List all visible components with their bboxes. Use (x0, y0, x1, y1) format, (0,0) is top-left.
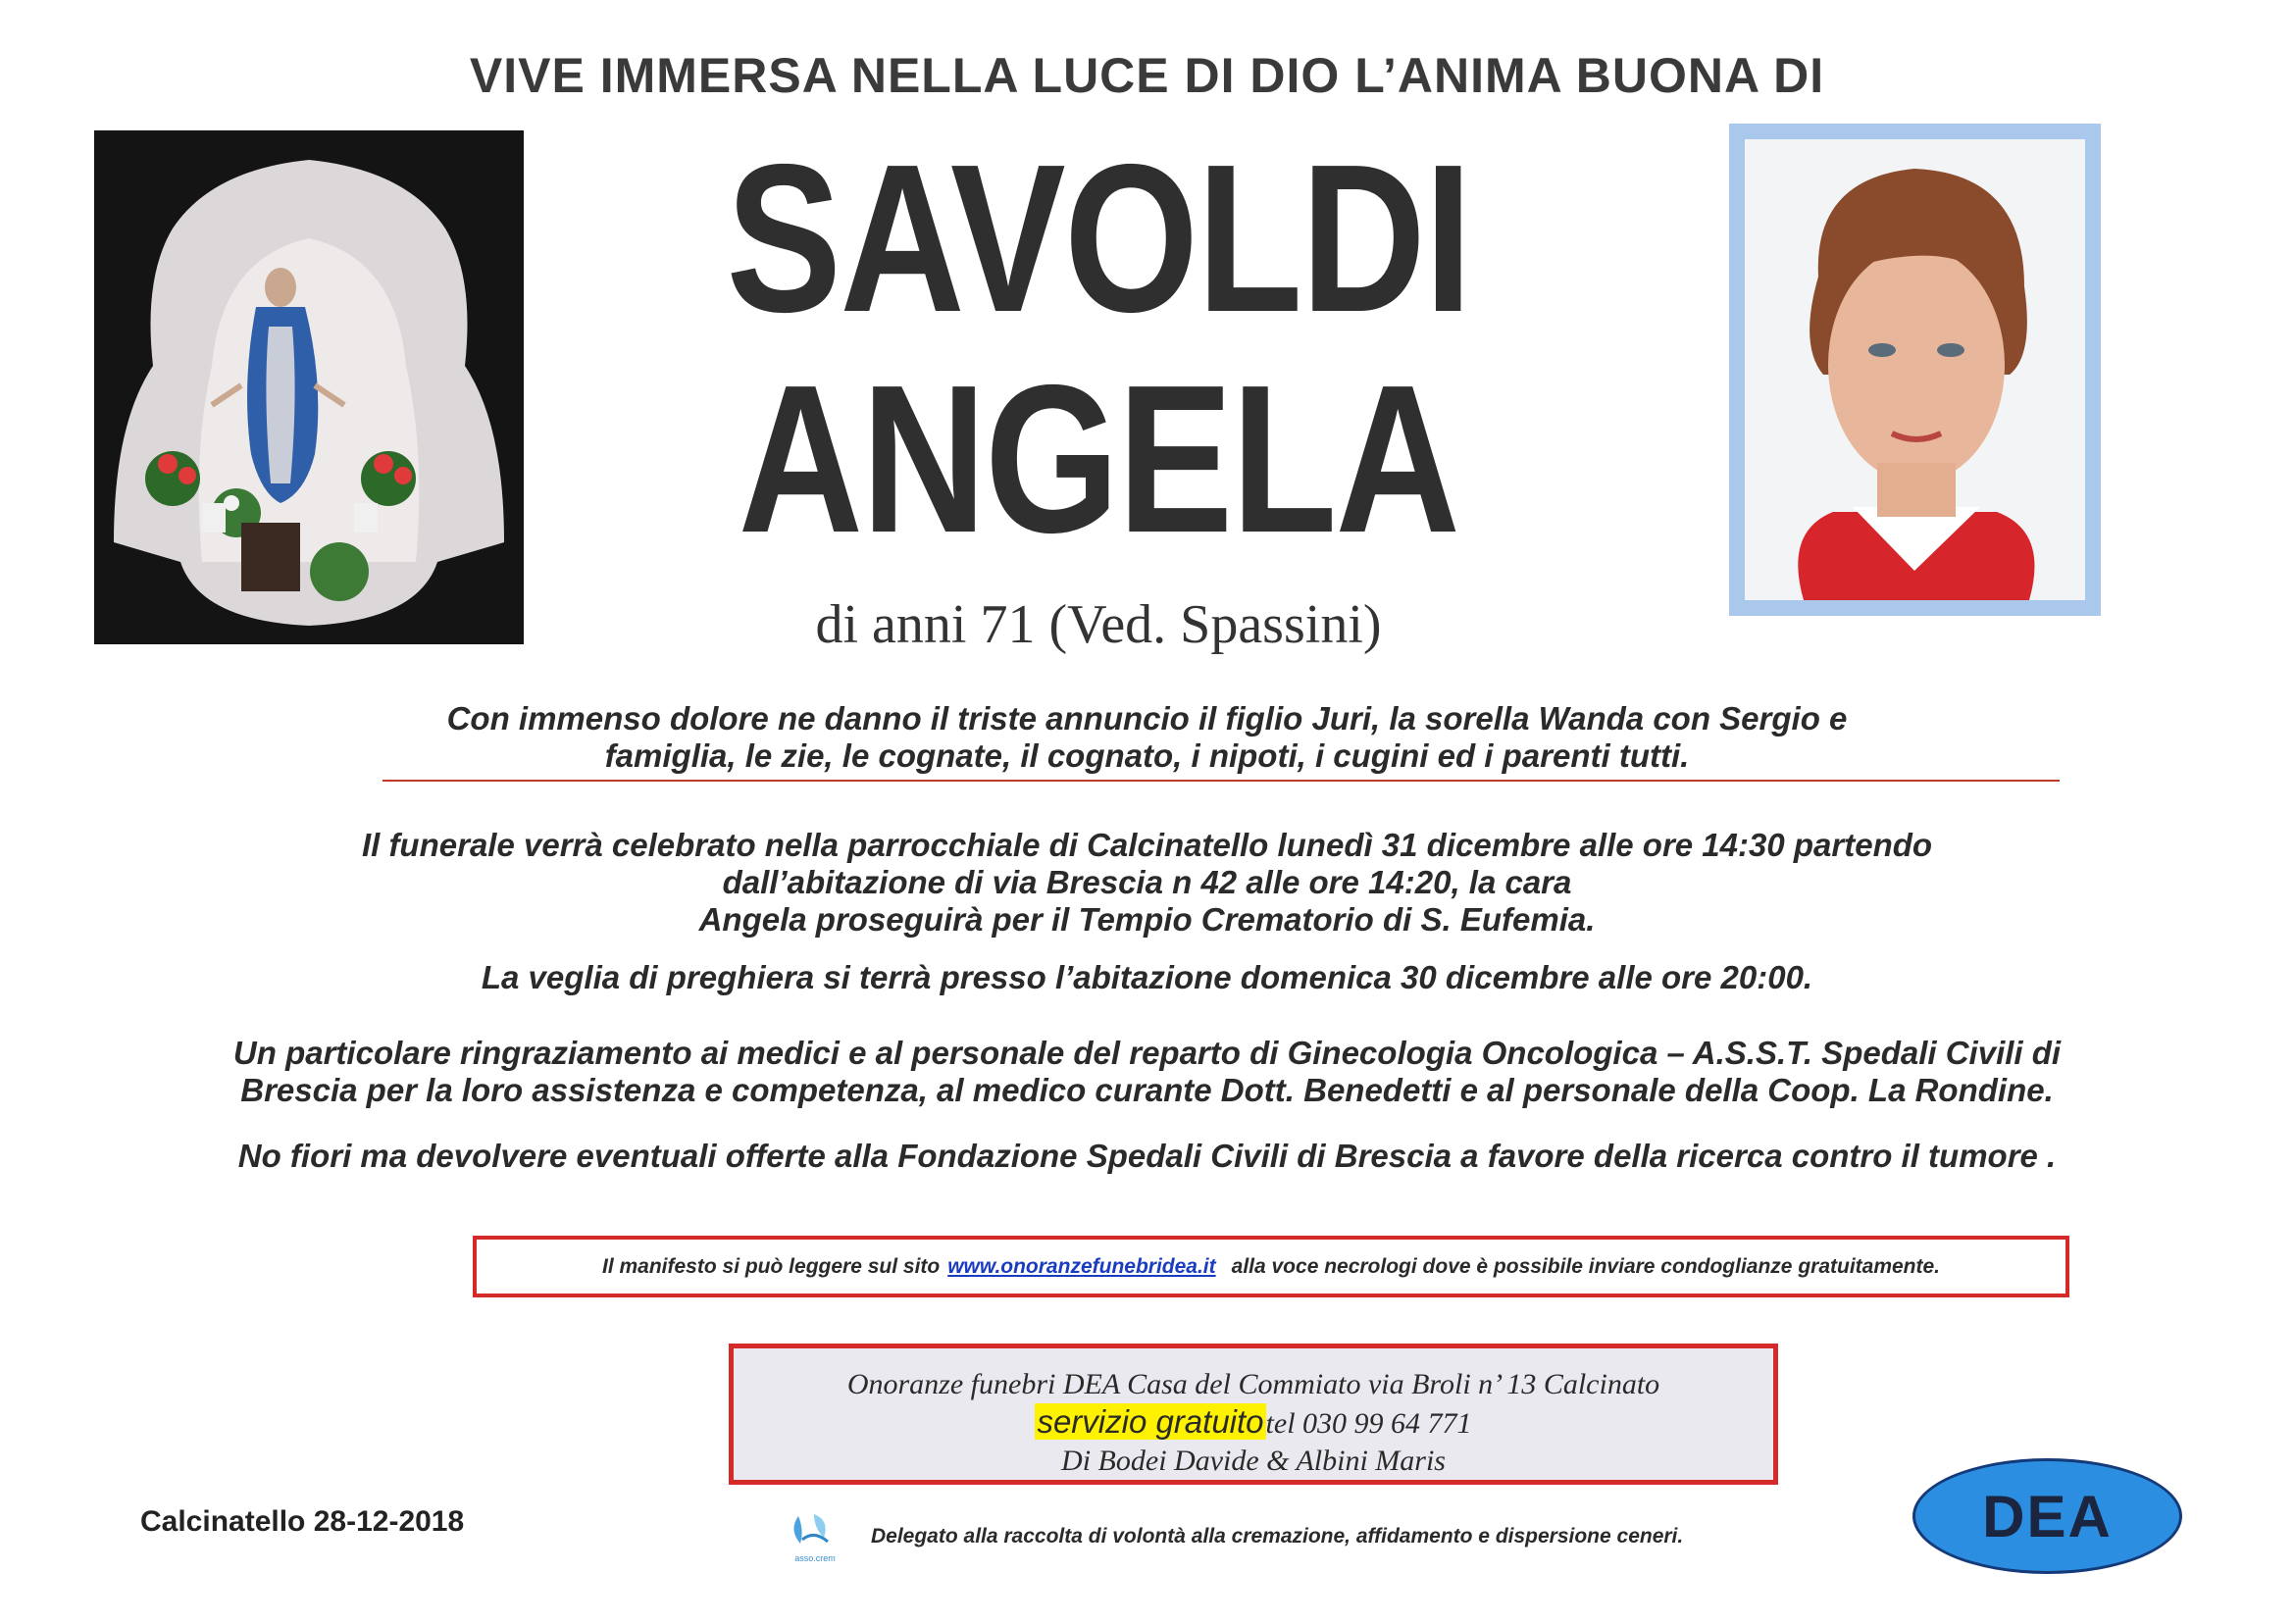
website-notice-prefix: Il manifesto si può leggere sul sito (601, 1254, 941, 1278)
dea-logo: DEA (1912, 1458, 2182, 1574)
asso-crem-logo (785, 1510, 845, 1565)
announcement-paragraph (147, 700, 2147, 775)
agency-line-2 (734, 1403, 1773, 1443)
donation-paragraph: No fiori ma devolvere eventuali offerte alla Fondazione Spedali Civili di Brescia a favore della ricerca contro il tumore . (237, 1138, 2057, 1174)
header-title: VIVE IMMERSA NELLA LUCE DI DIO L’ANIMA BUONA DI (469, 48, 1825, 103)
agency-box (729, 1344, 1778, 1485)
thanks-line-1: Un particolare ringraziamento ai medici e al personale del reparto di Ginecologia Oncologica – A.S.S.T. Spedali Civili di (232, 1035, 2062, 1071)
asso-crem-logo-text: asso.crem (794, 1553, 836, 1563)
funeral-line-2: dall’abitazione di via Brescia n 42 alle ore 14:20, la cara (722, 864, 1572, 900)
funeral-line-1: Il funerale verrà celebrato nella parrocchiale di Calcinatello lunedì 31 dicembre alle ore 14:30 partendo (361, 827, 1933, 863)
madonna-image (94, 130, 524, 644)
agency-phone: tel 030 99 64 771 (1265, 1407, 1472, 1440)
agency-line-3: Di Bodei Davide & Albini Maris (1061, 1445, 1446, 1477)
vigil-paragraph: La veglia di preghiera si terrà presso l’abitazione domenica 30 dicembre alle ore 20:00. (481, 959, 1813, 995)
delegation-note: Delegato alla raccolta di volontà alla cremazione, affidamento e dispersione ceneri. (871, 1525, 1684, 1548)
age-line: di anni 71 (Ved. Spassini) (815, 594, 1382, 655)
announcement-line-2: famiglia, le zie, le cognate, il cognato, i nipoti, i cugini ed i parenti tutti. (604, 737, 1690, 774)
thanks-line-2: Brescia per la loro assistenza e competenza, al medico curante Dott. Benedetti e al personale della Coop. La Rondine. (240, 1072, 2054, 1108)
website-notice-suffix: alla voce necrologi dove è possibile inviare condoglianze gratuitamente. (1231, 1254, 1941, 1278)
thanks-paragraph (147, 1035, 2147, 1109)
place-date: Calcinatello 28-12-2018 (140, 1505, 465, 1538)
funeral-line-3: Angela proseguirà per il Tempio Crematorio di S. Eufemia. (698, 901, 1596, 938)
announcement-line-1: Con immenso dolore ne danno il triste annuncio il figlio Juri, la sorella Wanda con Sergio e (446, 700, 1848, 736)
agency-line-1: Onoranze funebri DEA Casa del Commiato via Broli n’ 13 Calcinato (846, 1368, 1660, 1400)
surname: SAVOLDI (726, 120, 1471, 356)
website-link[interactable]: www.onoranzefunebridea.it (947, 1254, 1216, 1278)
portrait-photo (1729, 124, 2101, 616)
free-service-highlight: servizio gratuito (1037, 1403, 1264, 1440)
funeral-paragraph (147, 827, 2147, 939)
red-divider (382, 780, 2060, 782)
website-notice-box (473, 1236, 2069, 1297)
first-name: ANGELA (738, 340, 1459, 577)
